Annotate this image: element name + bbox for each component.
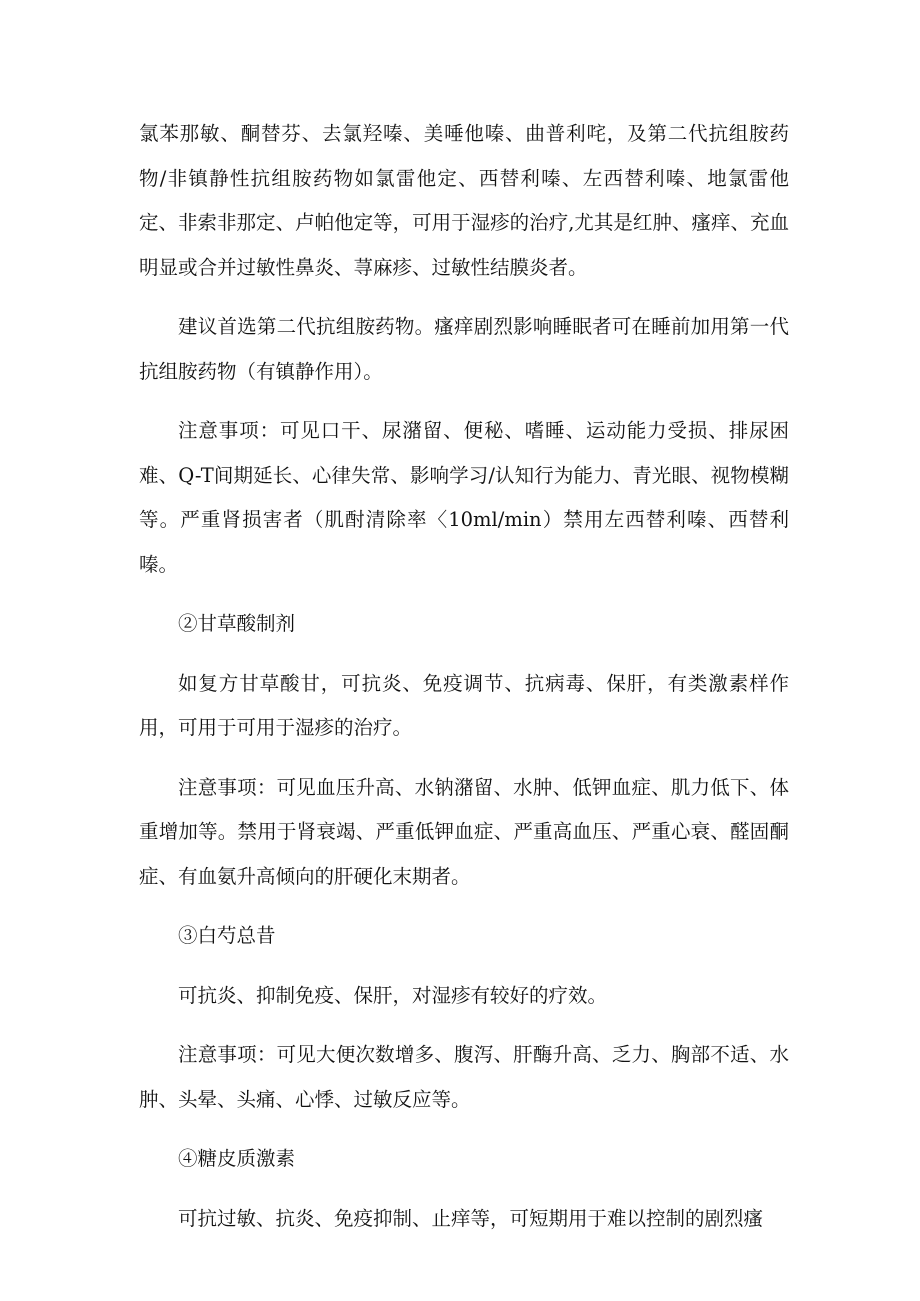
paragraph-glycyrrhizin-use: 如复方甘草酸甘，可抗炎、免疫调节、抗病毒、保肝，有类激素样作用，可用于可用于湿疹的治疗。 [139,671,789,739]
paragraph-antihistamine-precautions: 注意事项：可见口干、尿潴留、便秘、嗜睡、运动能力受损、排尿困难、Q-T间期延长、心律失常、影响学习/认知行为能力、青光眼、视物模糊等。严重肾损害者（肌酎清除率〈10ml/min）禁用左西替利嗪、西替利嗪。 [139,419,789,576]
paragraph-paeony-precautions: 注意事项：可见大便次数增多、腹泻、肝酶升高、乏力、胸部不适、水肿、头晕、头痛、心悸、过敏反应等。 [139,1043,789,1111]
heading-glucocorticoid: ④糖皮质激素 [178,1147,296,1170]
heading-paeony-glucosides: ③白芍总昔 [178,924,276,947]
document-body [139,112,789,1256]
paragraph-glucocorticoid-use: 可抗过敏、抗炎、免疫抑制、止痒等，可短期用于难以控制的剧烈瘙 [178,1206,764,1230]
paragraph-glycyrrhizin-precautions: 注意事项：可见血压升高、水钠潴留、水肿、低钾血症、肌力低下、体重增加等。禁用于肾衰竭、严重低钾血症、严重高血压、严重心衰、醛固酮症、有血氨升高倾向的肝硬化末期者。 [139,775,789,888]
heading-glycyrrhizin: ②甘草酸制剂 [178,612,296,635]
paragraph-paeony-use: 可抗炎、抑制免疫、保肝，对湿疹有较好的疗效。 [178,983,608,1007]
paragraph-antihistamine-list: 氯苯那敏、酮替芬、去氯羟嗪、美唾他嗪、曲普利咤，及第二代抗组胺药物/非镇静性抗组胺药物如氯雷他定、西替利嗪、左西替利嗪、地氯雷他定、非索非那定、卢帕他定等，可用于湿疹的治疗,尤其是红肿、瘙痒、充血明显或合并过敏性鼻炎、荨麻疹、过敏性结膜炎者。 [139,122,789,279]
paragraph-recommendation: 建议首选第二代抗组胺药物。瘙痒剧烈影响睡眠者可在睡前加用第一代抗组胺药物（有镇静作用）。 [139,315,789,383]
